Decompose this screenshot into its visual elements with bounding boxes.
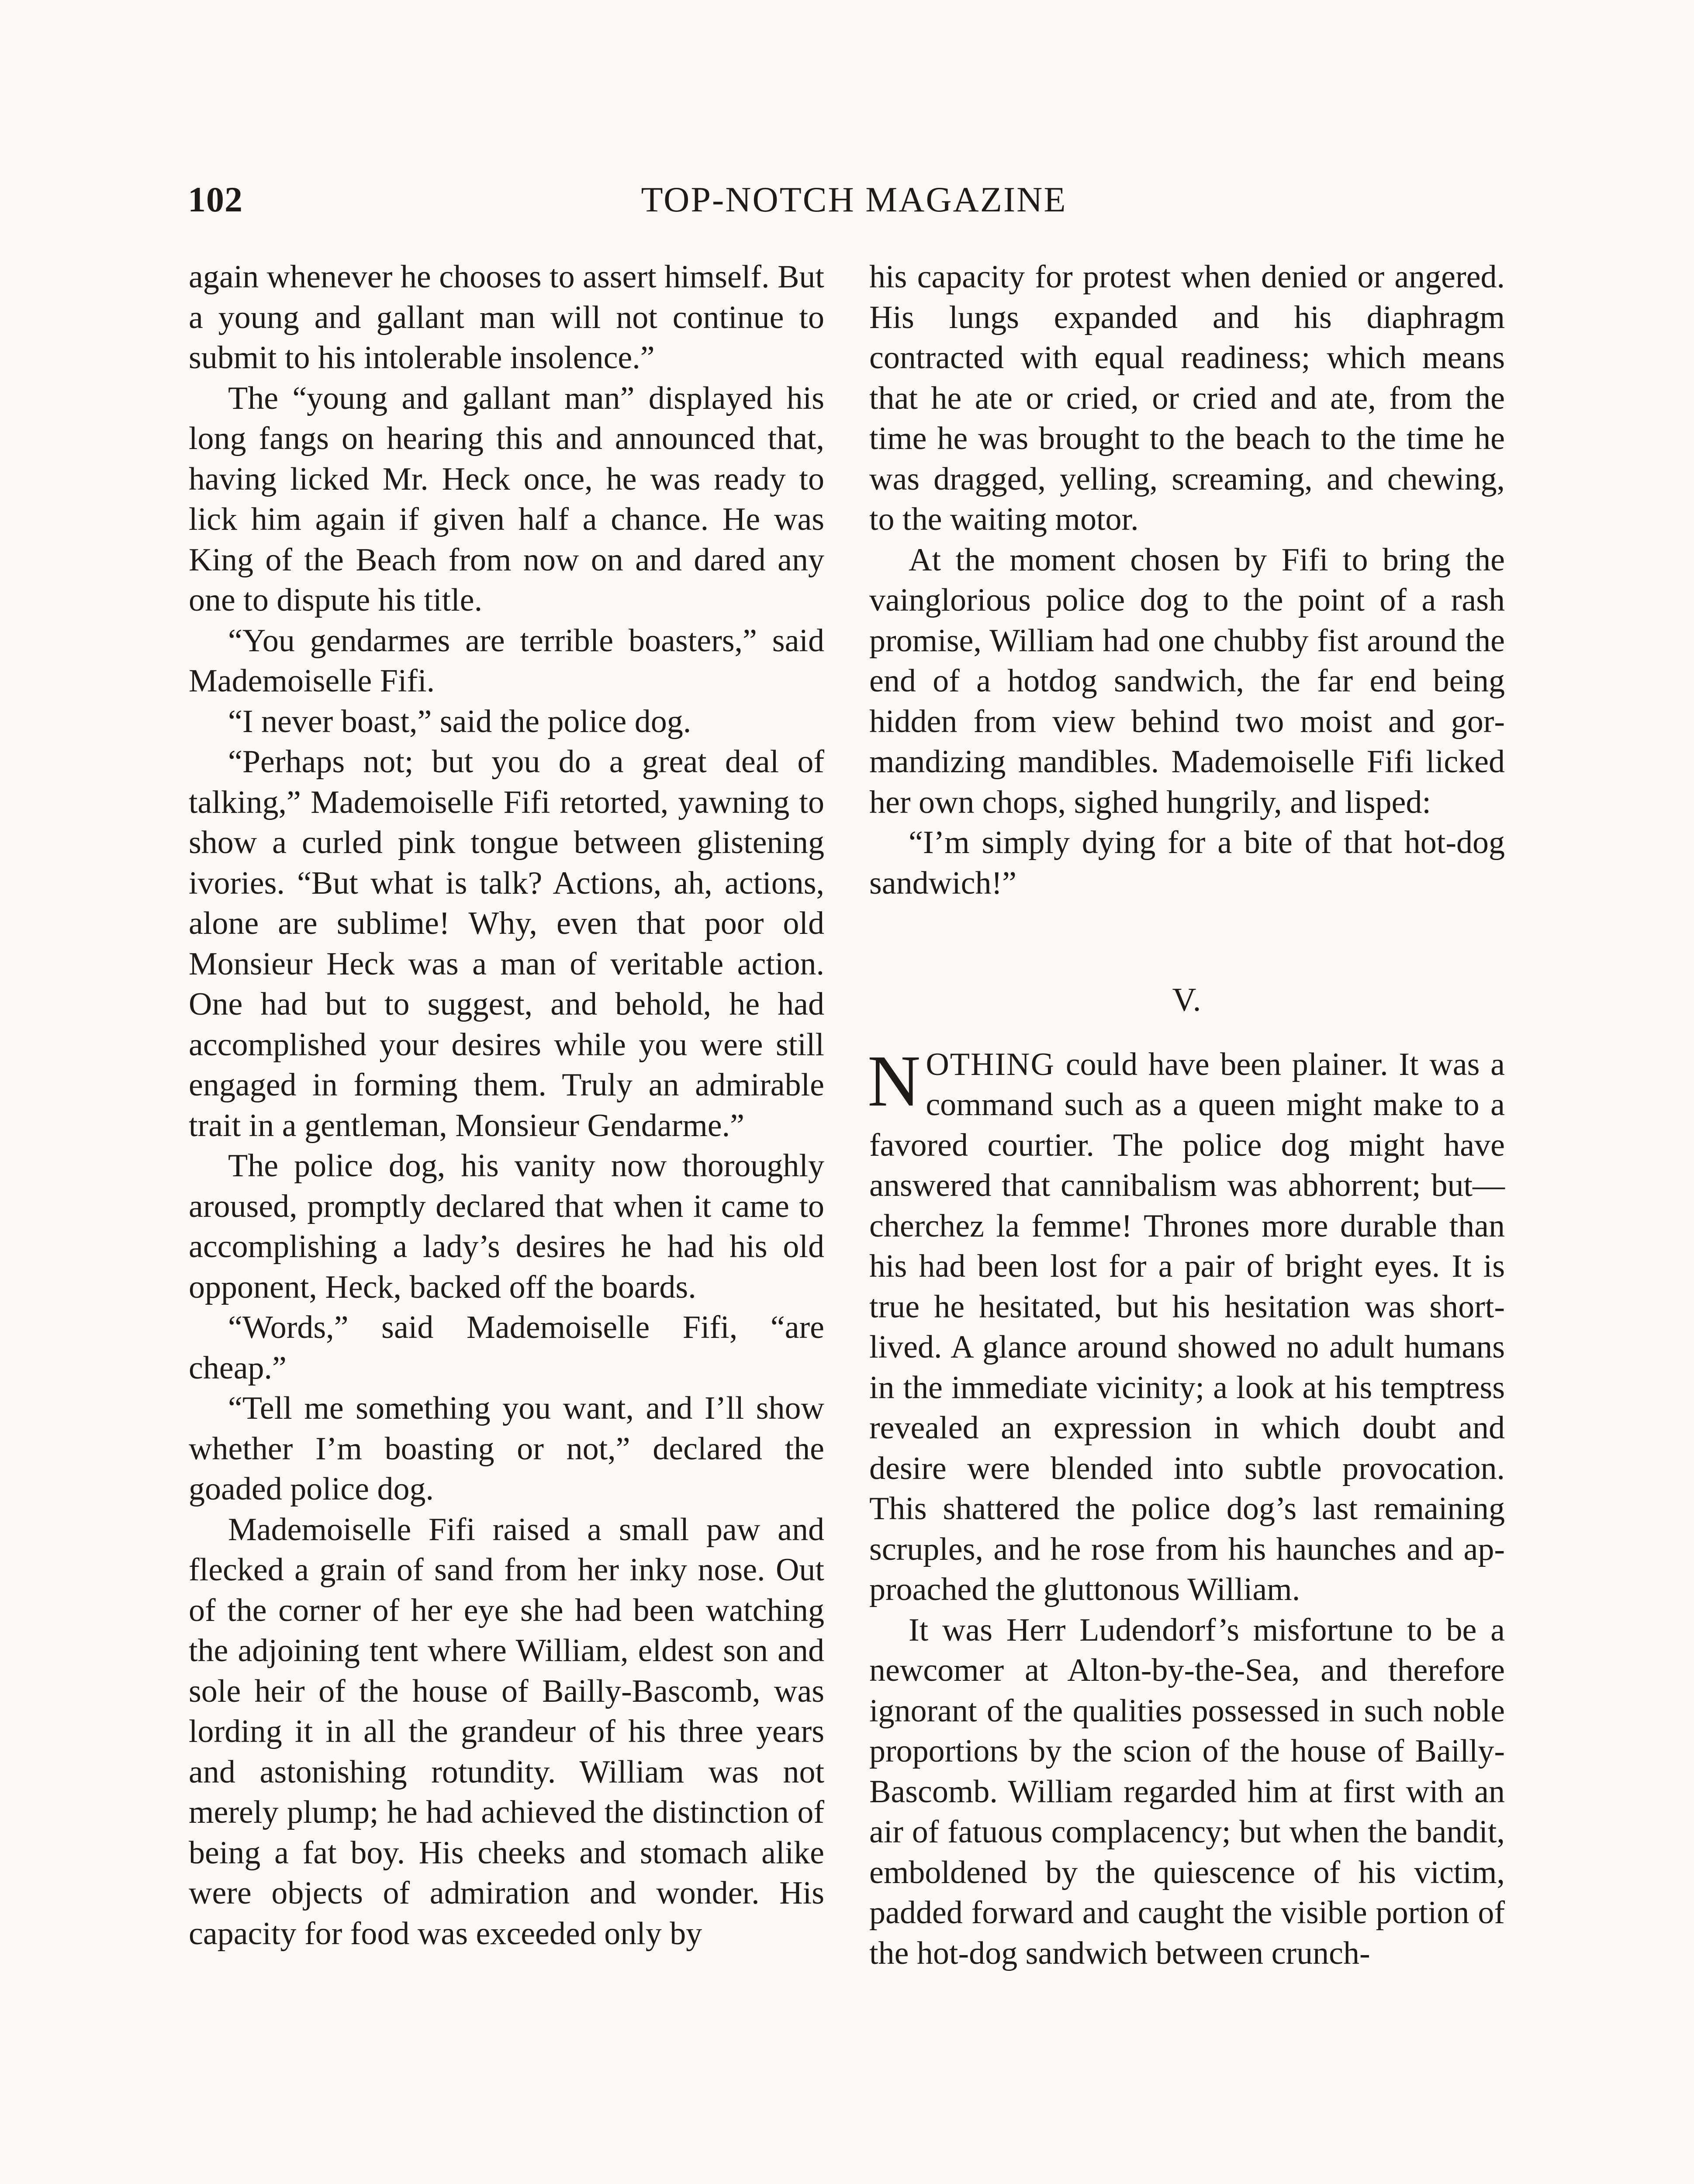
paragraph: his capacity for protest when denied or angered. His lungs expanded and his diaphragm contracted with equal readiness; which means that he ate or cried, or cried and ate, from the time he was brought to the beach to the time he was dragged, yelling, screaming, and chewing, to the waiting motor. — [869, 259, 1505, 537]
paragraph: Mademoiselle Fifi raised a small paw and flecked a grain of sand from her inky nose. Out of the corner of her eye she had been watching the adjoining tent where William, eldest son and sole heir of the house of Bailly-Bascomb, was lording it in all the grandeur of his three years and astonishing rotundity. William was not merely plump; he had achieved the distinction of being a fat boy. His cheeks and stomach alike were objects of admiration and wonder. His capacity for food was exceeded only by — [189, 1511, 824, 1952]
paragraph: “Words,” said Mademoiselle Fifi, “are cheap.” — [189, 1310, 824, 1386]
running-title: TOP-NOTCH MAGAZINE — [641, 180, 1067, 219]
paragraph: “Tell me something you want, and I’ll show whether I’m boasting or not,” declared the goaded police dog. — [189, 1390, 824, 1507]
page-header — [188, 179, 1520, 232]
drop-cap: N — [868, 1040, 921, 1122]
paragraph-text: could have been plainer. It was a command such as a queen might make to a favored courtier. The police dog might have answered that cannibalism was abhorrent; but—cherchez la femme! Thrones more durable than his had been lost for a pair of bright eyes. It is true he hesitated, but his hesitation was short-lived. A glance around showed no adult humans in the immediate vicinity; a look at his temptress revealed an expression in which doubt and desire were blended into subtle provocation. This shattered the police dog’s last remaining scruples, and he rose from his haunches and approached the gluttonous William. — [869, 1046, 1505, 1607]
paragraph: The “young and gallant man” displayed his long fangs on hearing this and announced that, having licked Mr. Heck once, he was ready to lick him again if given half a chance. He was King of the Beach from now on and dared any one to dispute his title. — [189, 380, 824, 618]
paragraph: “Perhaps not; but you do a great deal of talking,” Mademoiselle Fifi retorted, yawning to show a curled pink tongue between glistening ivories. “But what is talk? Actions, ah, actions, alone are sublime! Why, even that poor old Monsieur Heck was a man of veritable action. One had but to suggest, and behold, he had accomplished your desires while you were still engaged in forming them. Truly an admirable trait in a gentleman, Monsieur Gendarme.” — [189, 744, 824, 1144]
paragraph: The police dog, his vanity now thoroughly aroused, promptly declared that when it came to accomplishing a lady’s desires he had his old opponent, Heck, backed off the boards. — [189, 1148, 824, 1305]
section-heading: V. — [1172, 981, 1202, 1018]
page-number: 102 — [188, 180, 243, 219]
paragraph: At the moment chosen by Fifi to bring the vainglorious police dog to the point of a rash promise, William had one chubby fist around the end of a hotdog sandwich, the far end being hidden from view behind two moist and gormandizing mandibles. Mademoiselle Fifi licked her own chops, sighed hungrily, and lisped: — [869, 542, 1505, 820]
paragraph: It was Herr Ludendorf’s misfortune to be a newcomer at Alton-by-the-Sea, and therefore ignorant of the qualities possessed in such noble proportions by the scion of the house of Bailly-Bascomb. William regarded him at first with an air of fatuous complacency; but when the bandit, emboldened by the quiescence of his victim, padded forward and caught the visible portion of the hot-dog sandwich between crunch- — [869, 1612, 1505, 1971]
opening-word: OTHING — [926, 1046, 1055, 1082]
section-opening-paragraph — [868, 1040, 1505, 1610]
paragraph: “I never boast,” said the police dog. — [228, 703, 691, 740]
left-column — [189, 257, 824, 1954]
right-column — [869, 257, 1505, 1973]
paragraph: “You gendarmes are terrible boasters,” said Mademoiselle Fifi. — [189, 622, 824, 699]
paragraph: again whenever he chooses to assert himself. But a young and gallant man will not continue to submit to his intolerable insolence.” — [189, 259, 824, 376]
paragraph: “I’m simply dying for a bite of that hot-dog sandwich!” — [869, 825, 1505, 901]
